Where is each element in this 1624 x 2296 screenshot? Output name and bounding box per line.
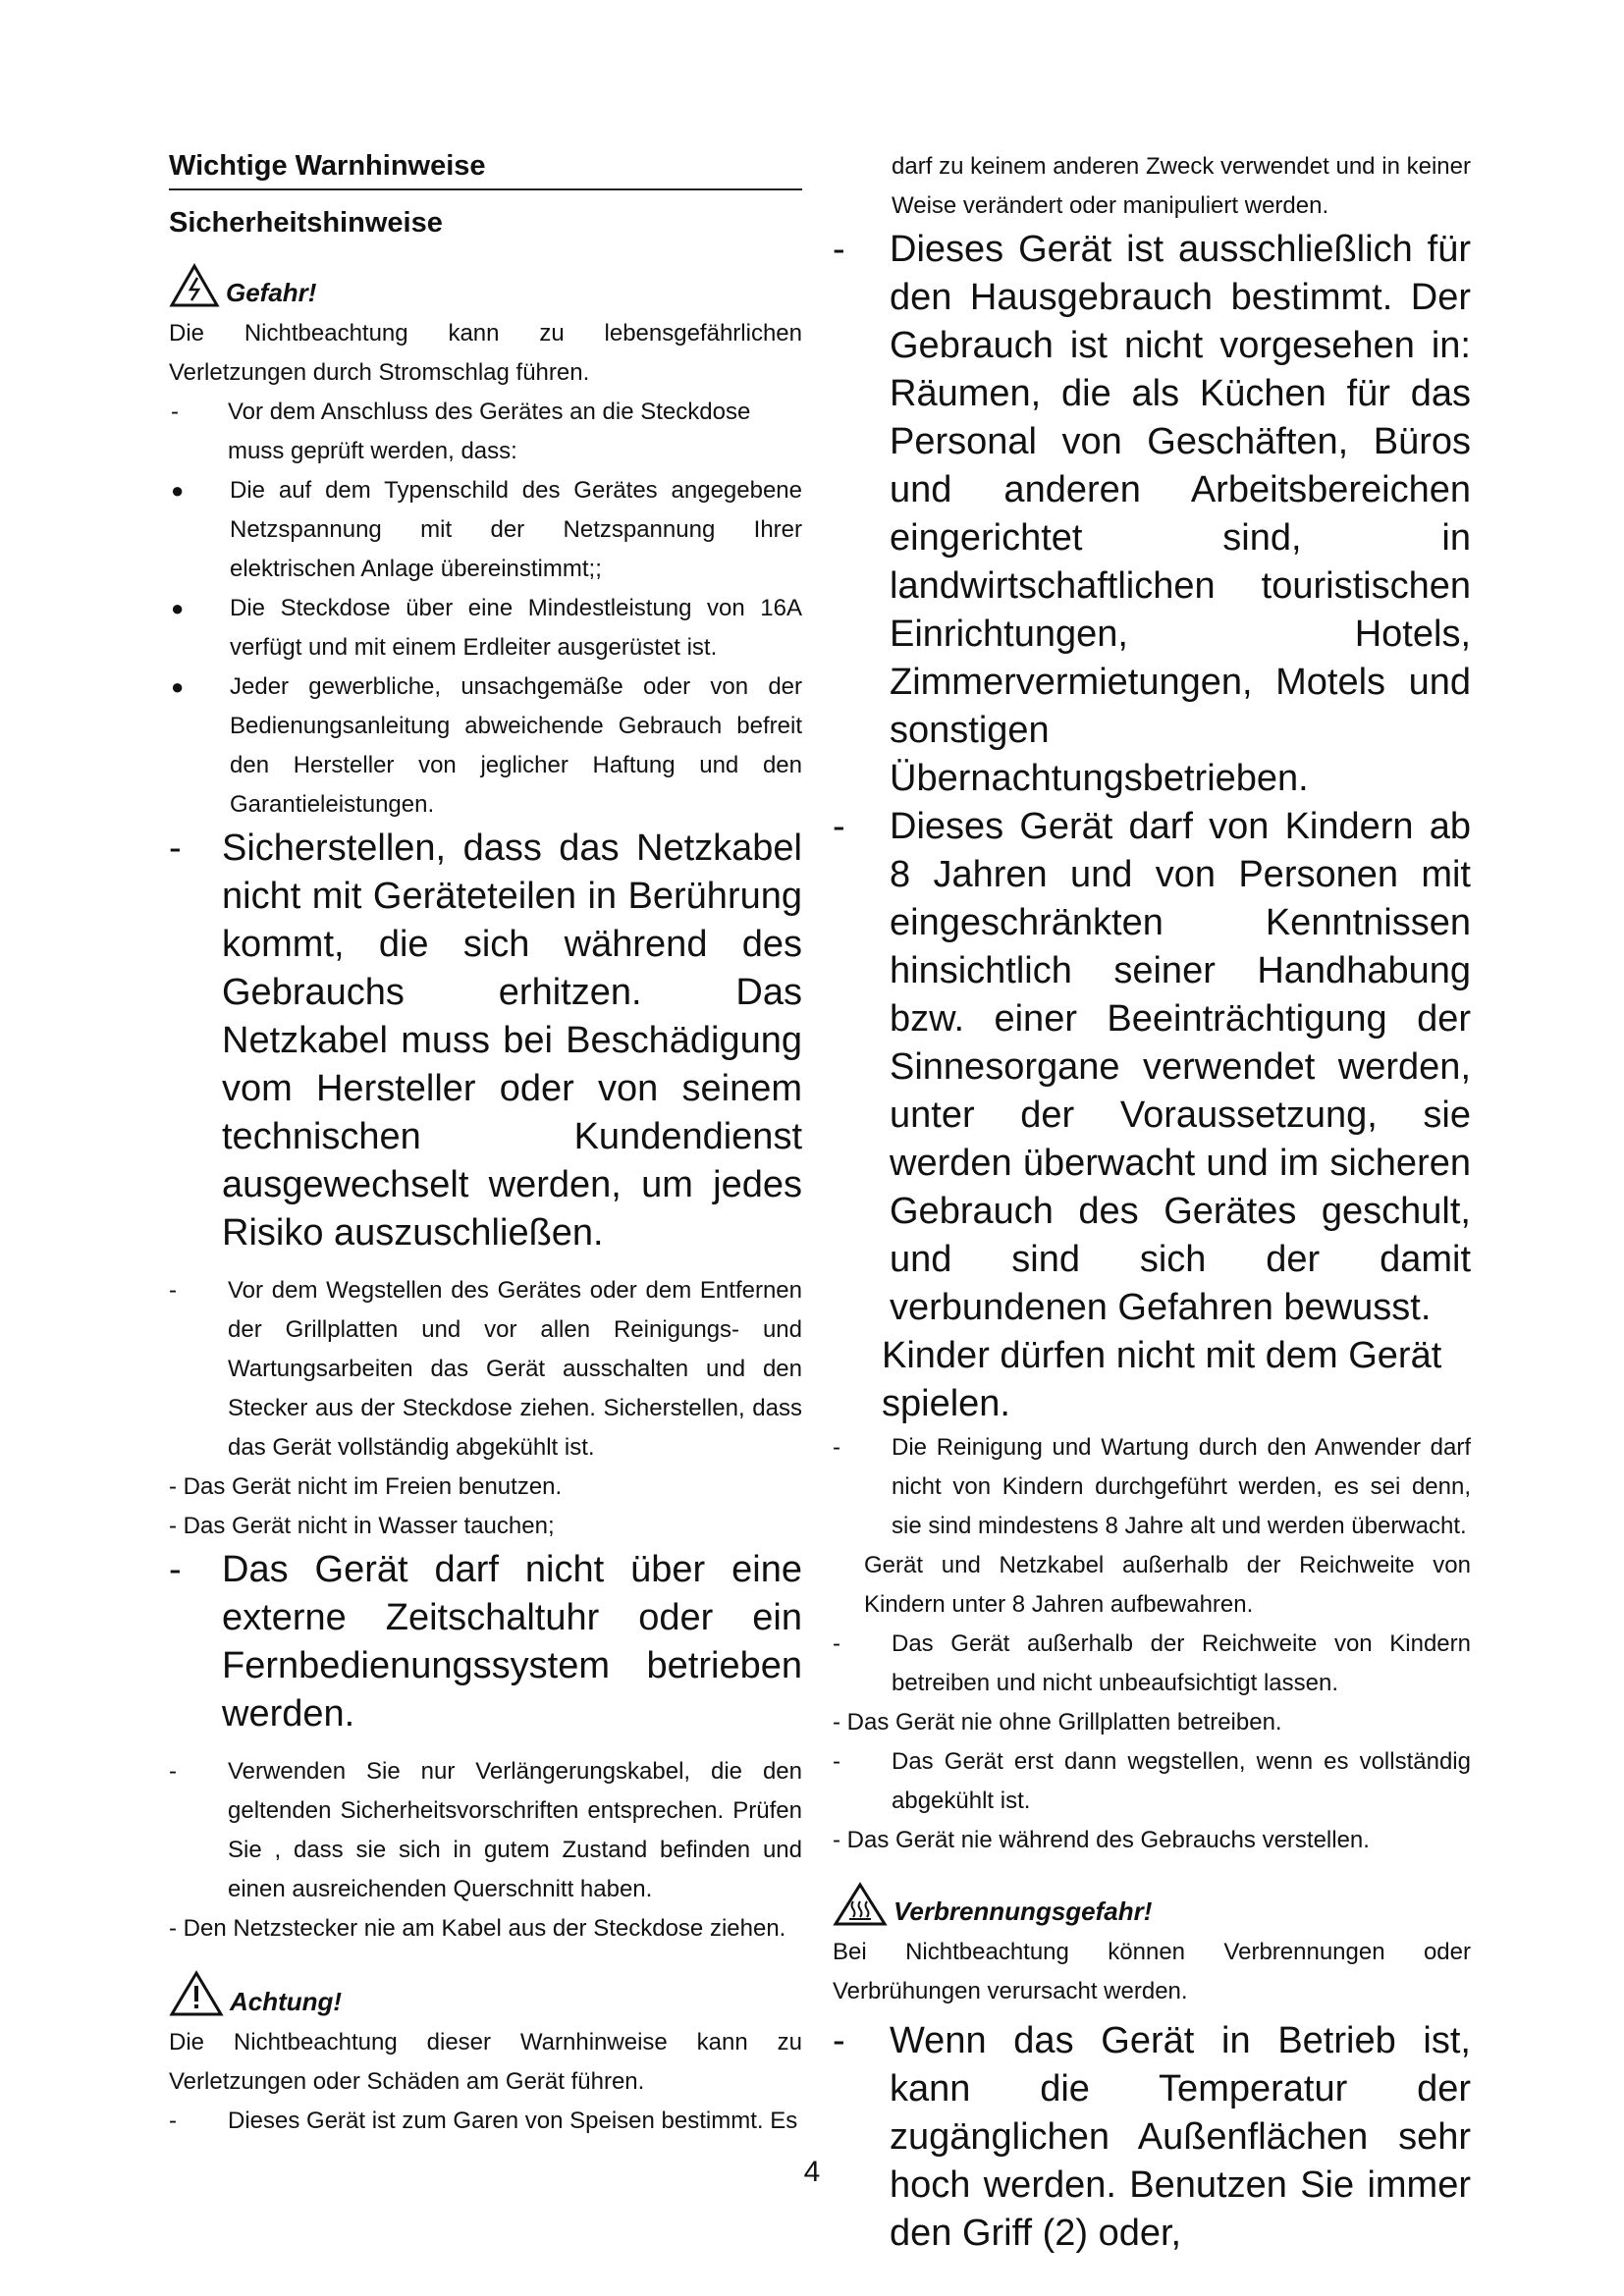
emphasized-item [833,2017,1471,2258]
burn-intro: Bei Nichtbeachtung können Verbrennungen oder Verbrühungen verursacht werden. [833,1939,1471,2004]
continued-text: darf zu keinem anderen Zweck verwendet und in keiner Weise verändert oder manipuliert werden. [892,153,1471,219]
list-item [169,2102,802,2141]
list-item-text: Dieses Gerät ist zum Garen von Speisen bestimmt. Es [228,2108,798,2134]
danger-intro: Die Nichtbeachtung kann zu lebensgefährlichen Verletzungen durch Stromschlag führen. [169,320,802,386]
list-item-text: Das Gerät nicht im Freien benutzen. [183,1473,563,1500]
bullet-text: Die auf dem Typenschild des Gerätes angegebene Netzspannung mit der Netzspannung Ihrer elektrischen Anlage übereinstimmt;; [230,477,802,582]
caution-warning [169,1970,802,2017]
list-item [169,393,802,471]
list-item [169,1752,802,1909]
dash-marker: - [169,2108,177,2134]
list-item-text: Das Gerät nie während des Gebrauchs verstellen. [846,1827,1370,1853]
caution-icon [169,1970,224,2017]
list-item-text: Vor dem Anschluss des Gerätes an die Steckdose muss geprüft werden, dass: [228,399,751,464]
emphasized-text: Sicherstellen, dass das Netzkabel nicht mit Geräteteilen in Berührung kommt, die sich während des Gebrauchs erhitzen. Das Netzkabel muss bei Beschädigung vom Hersteller oder von seinem technischen Kundendienst ausgewechselt werden, um jedes Risiko auszuschließen. [222,828,802,1254]
list-item-text: Gerät und Netzkabel außerhalb der Reichweite von Kindern unter 8 Jahren aufbewahren. [864,1552,1471,1618]
list-item-text: Das Gerät außerhalb der Reichweite von Kindern betreiben und nicht unbeaufsichtigt lassen. [892,1630,1471,1696]
dash-marker: - [833,806,845,847]
list-item [833,1625,1471,1703]
list-item-text: Die Reinigung und Wartung durch den Anwender darf nicht von Kindern durchgeführt werden, es sei denn, sie sind mindestens 8 Jahre alt und werden überwacht. [892,1434,1471,1539]
list-item [833,1821,1471,1860]
dash-marker: - [171,399,179,425]
dash-marker: - [833,1434,840,1461]
bullet-marker: ● [171,596,185,620]
list-item-text: Das Gerät nie ohne Grillplatten betreiben. [846,1709,1282,1735]
dash-marker: - [169,1473,177,1500]
list-item-text: Den Netzstecker nie am Kabel aus der Steckdose ziehen. [183,1915,786,1942]
emphasized-item [169,1546,802,1738]
list-item [833,1703,1471,1742]
list-item-text: Verwenden Sie nur Verlängerungskabel, die den geltenden Sicherheitsvorschriften entsprechen. Prüfen Sie , dass sie sich in gutem Zustand befinden und einen ausreichenden Querschnitt haben. [228,1758,802,1902]
bullet-text: Jeder gewerbliche, unsachgemäße oder von der Bedienungsanleitung abweichende Gebrauch befreit den Hersteller von jeglicher Haftung und den Garantieleistungen. [230,673,802,818]
list-item [169,1271,802,1468]
electric-hazard-icon [169,263,220,308]
bullet-item [169,589,802,667]
dash-marker: - [833,1630,840,1657]
danger-warning [169,263,802,308]
hot-surface-icon [833,1882,888,1927]
page-heading: Wichtige Warnhinweise [169,147,802,190]
dash-marker: - [833,1748,840,1775]
section-heading: Sicherheitshinweise [169,207,443,239]
bullet-marker: ● [171,478,185,503]
dash-marker: - [833,1827,840,1853]
dash-marker: - [169,1549,182,1590]
emphasized-text: Dieses Gerät ist ausschließlich für den Hausgebrauch bestimmt. Der Gebrauch ist nicht vorgesehen in: Räumen, die als Küchen für das Personal von Geschäften, Büros und anderen Arbeitsbereichen eingerichtet sind, in landwirtschaftlichen touristischen Einrichtungen, Hotels, Zimmervermietungen, Motels und sonstigen Übernachtungsbetrieben. [890,229,1471,799]
dash-marker: - [833,1709,840,1735]
left-column [169,147,802,2141]
page-number: 4 [803,2156,821,2188]
emphasized-text: Wenn das Gerät in Betrieb ist, kann die Temperatur der zugänglichen Außenflächen sehr hoch werden. Benutzen Sie immer den Griff (2) oder, [890,2020,1471,2254]
list-item [169,1507,802,1546]
danger-label: Gefahr! [226,278,317,307]
emphasized-item [833,803,1471,1332]
bullet-text: Die Steckdose über eine Mindestleistung von 16A verfügt und mit einem Erdleiter ausgerüstet ist. [230,595,802,661]
dash-marker: - [833,2020,845,2061]
emphasized-item [169,825,802,1257]
list-item-text: Vor dem Wegstellen des Gerätes oder dem Entfernen der Grillplatten und vor allen Reinigungs- und Wartungsarbeiten das Gerät ausschalten und den Stecker aus der Steckdose ziehen. Sicherstellen, dass das Gerät vollständig abgekühlt ist. [228,1277,802,1461]
bullet-marker: ● [171,674,185,699]
list-item-text: Das Gerät nicht in Wasser tauchen; [183,1513,555,1539]
emphasized-text: Dieses Gerät darf von Kindern ab 8 Jahren und von Personen mit eingeschränkten Kenntnissen hinsichtlich seiner Handhabung bzw. einer Beeinträchtigung der Sinnesorgane verwendet werden, unter der Voraussetzung, sie werden überwacht und im sicheren Gebrauch des Gerätes geschult, und sind sich der damit verbundenen Gefahren bewusst. [890,806,1471,1328]
bullet-item [169,667,802,825]
dash-marker: - [169,1915,177,1942]
emphasized-text: Kinder dürfen nicht mit dem Gerät spielen. [882,1335,1442,1424]
bullet-item [169,471,802,589]
dash-marker: - [169,828,182,869]
list-item-text: Das Gerät erst dann wegstellen, wenn es vollständig abgekühlt ist. [892,1748,1471,1814]
list-item [169,1468,802,1507]
burn-label: Verbrennungsgefahr! [893,1896,1153,1926]
right-column [833,147,1471,2258]
dash-marker: - [833,229,845,270]
dash-marker: - [169,1513,177,1539]
caution-intro: Die Nichtbeachtung dieser Warnhinweise kann zu Verletzungen oder Schäden am Gerät führen. [169,2029,802,2095]
list-item [833,1742,1471,1821]
list-item [169,1909,802,1949]
list-item [833,1428,1471,1546]
caution-label: Achtung! [230,1987,343,2016]
burn-warning [833,1882,1471,1927]
emphasized-item [833,226,1471,803]
dash-marker: - [169,1277,177,1304]
dash-marker: - [169,1758,177,1785]
emphasized-text: Das Gerät darf nicht über eine externe Zeitschaltuhr oder ein Fernbedienungssystem betrieben werden. [222,1549,802,1735]
